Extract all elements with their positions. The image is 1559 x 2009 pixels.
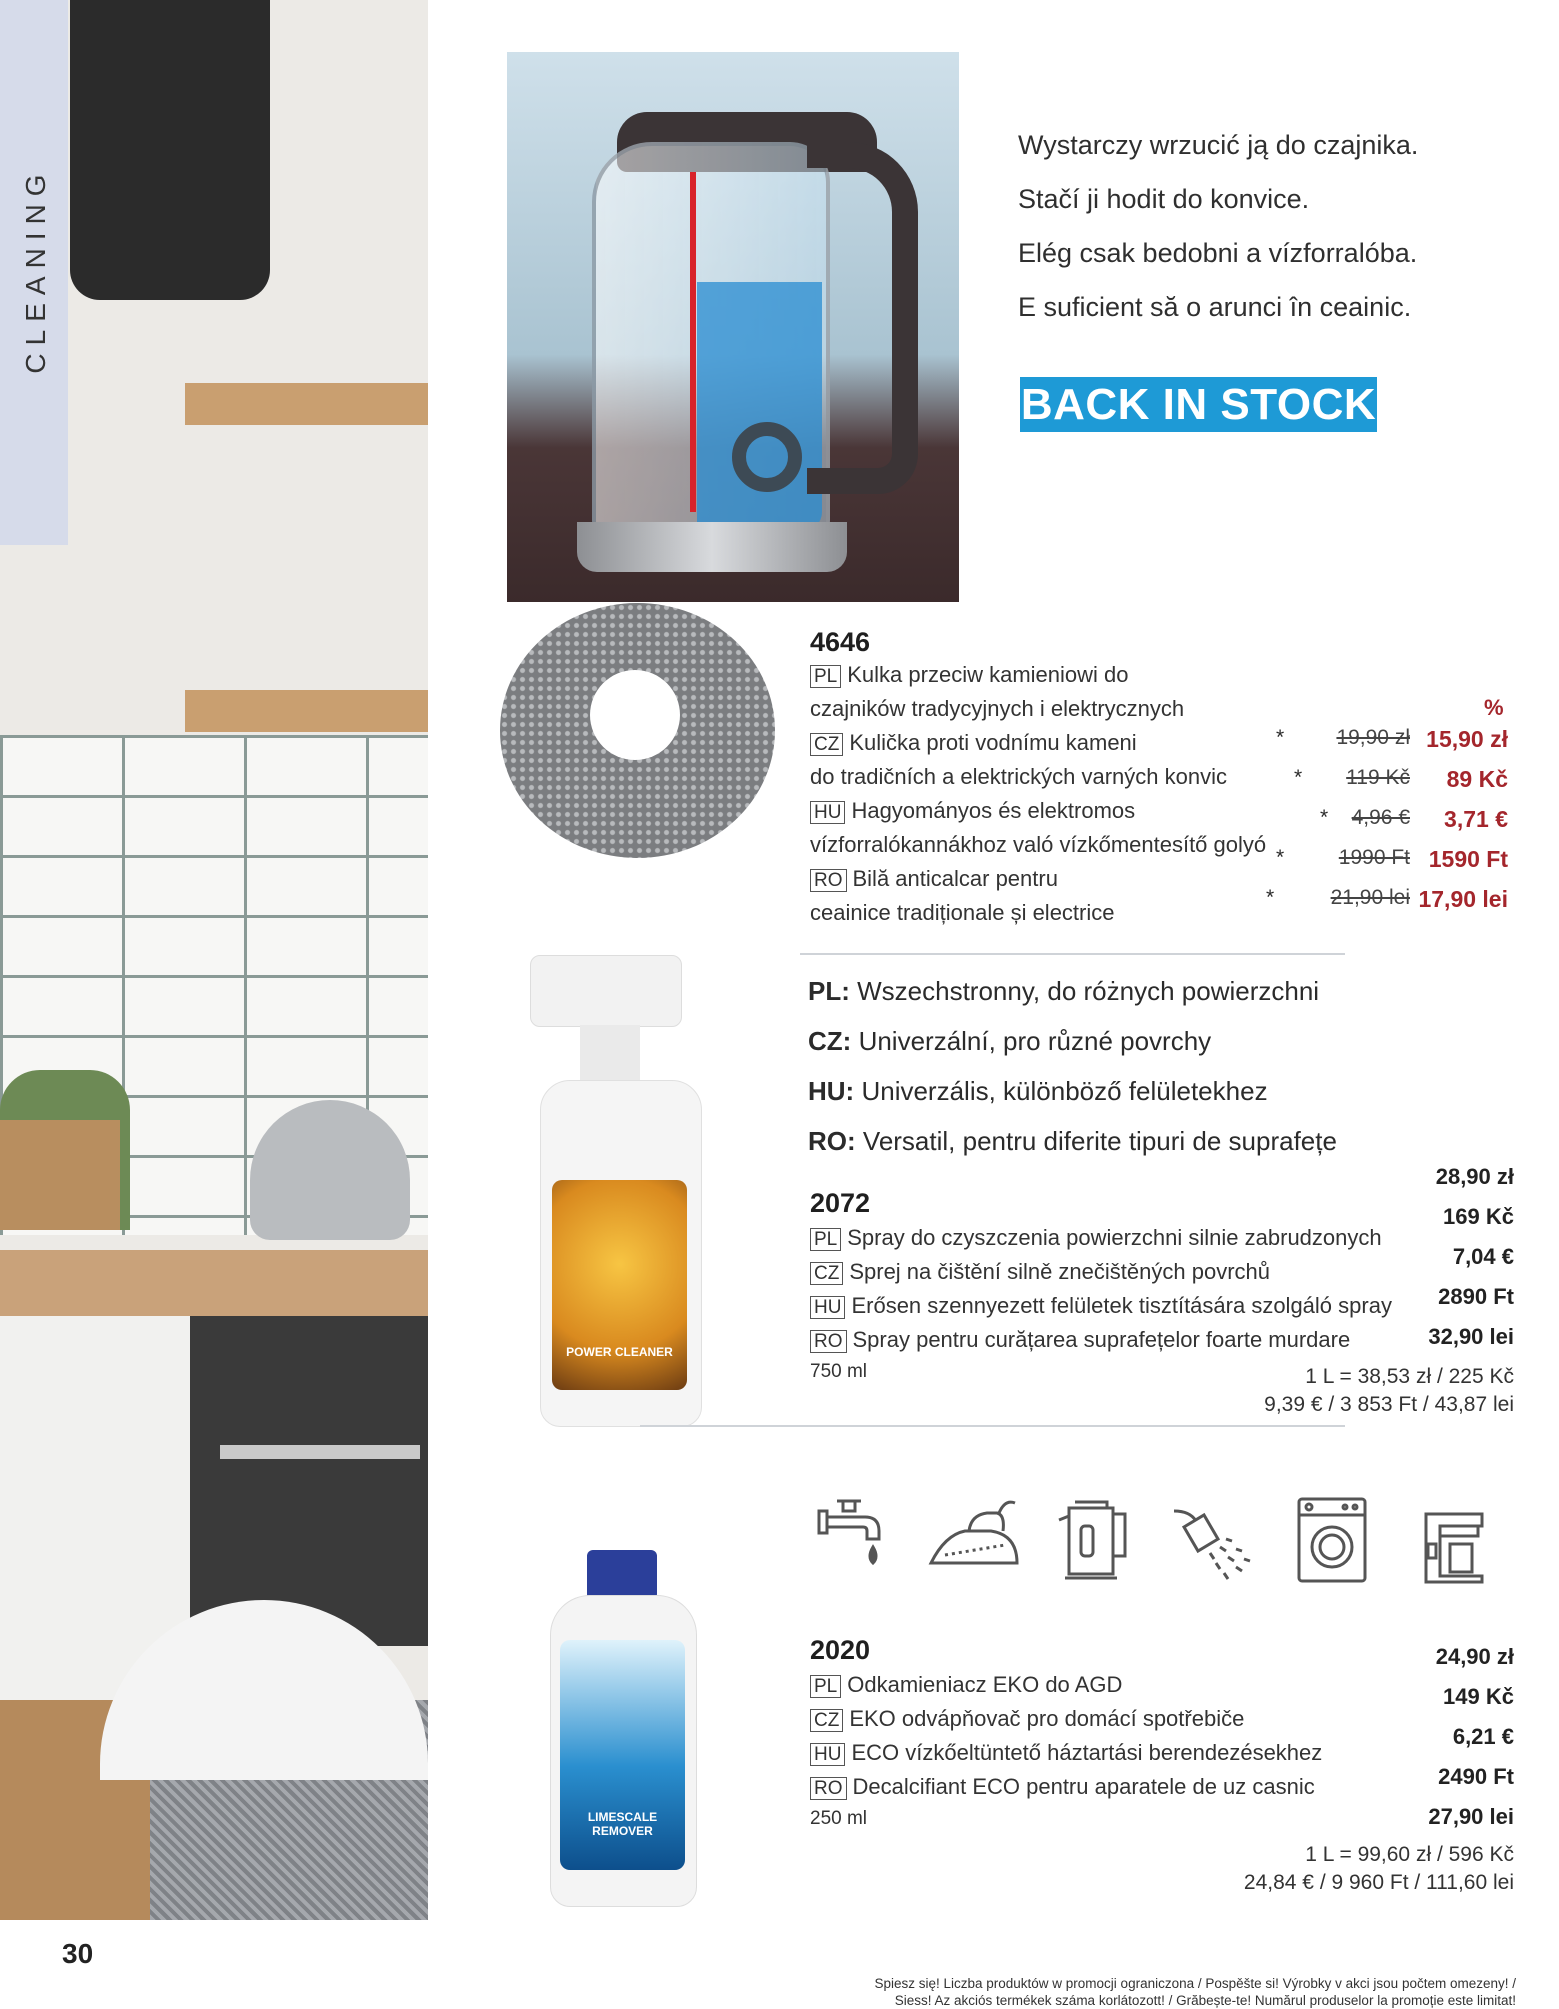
lang-badge: RO (810, 1777, 847, 1800)
sale-price: 3,71 € (1444, 806, 1508, 832)
old-price: 4,96 € (1351, 806, 1410, 829)
countertop (0, 1250, 428, 1316)
desc-text: Sprej na čištění silně znečištěných povrchů (849, 1259, 1270, 1284)
old-price: 19,90 zł (1336, 726, 1410, 749)
lang-label: RO: (808, 1126, 856, 1156)
lang-badge: CZ (810, 733, 843, 756)
desc-text: Odkamieniacz EKO do AGD (847, 1672, 1123, 1697)
sale-prices (1400, 726, 1508, 926)
intro-line: Wystarczy wrzucić ją do czajnika. (1018, 130, 1419, 160)
spray-neck (580, 1025, 640, 1085)
desc-text: Kulička proti vodnímu kameni (849, 730, 1137, 755)
plant-pot (0, 1120, 120, 1230)
lang-badge: CZ (810, 1709, 843, 1732)
old-price: 21,90 lei (1330, 886, 1410, 909)
page-number: 30 (62, 1938, 94, 1969)
product-description (810, 662, 1266, 934)
desc-line (810, 1293, 1392, 1327)
desc-line: czajników tradycyjnych i elektrycznych (810, 696, 1185, 721)
wooden-shelf (185, 383, 428, 425)
spray-intro-line (808, 976, 1337, 1026)
intro-line: Elég csak bedobni a vízforralóba. (1018, 238, 1418, 268)
unit-price: 1 L = 38,53 zł / 225 Kč (1305, 1365, 1514, 1388)
intro-line: Stačí ji hodit do konvice. (1018, 184, 1310, 214)
faucet-icon (815, 1495, 895, 1580)
price: 169 Kč (1443, 1204, 1514, 1229)
desc-line: do tradičních a elektrických varných konvic (810, 764, 1227, 789)
kettle-water (697, 282, 822, 532)
desc-line (810, 1706, 1322, 1740)
oven (190, 1316, 428, 1646)
asterisk: * (1276, 726, 1285, 749)
desc-text: Bilă anticalcar pentru (852, 866, 1058, 891)
lang-badge: CZ (810, 1262, 843, 1285)
product-description (810, 1225, 1392, 1383)
divider (640, 1425, 1345, 1427)
oven-handle (220, 1445, 420, 1459)
desc-text: EKO odvápňovač pro domácí spotřebiče (849, 1706, 1245, 1731)
bottle-cap (587, 1550, 657, 1600)
sale-price: 15,90 zł (1426, 726, 1508, 752)
unit-prices (1100, 1365, 1514, 1421)
kettle-divider-line (690, 172, 696, 512)
promo-footer (840, 1975, 1516, 2009)
wooden-shelf (185, 690, 428, 732)
old-price-row (1290, 766, 1410, 806)
spray-intro-text: Wszechstronny, do różnych powierzchni (857, 976, 1320, 1006)
spray-intro-text: Versatil, pentru diferite tipuri de suprafețe (862, 1126, 1337, 1156)
volume: 250 ml (810, 1808, 868, 1829)
price: 6,21 € (1452, 1724, 1514, 1749)
old-price-row (1276, 726, 1410, 766)
desc-text: Spray do czyszczenia powierzchni silnie zabrudzonych (847, 1225, 1382, 1250)
unit-price: 9,39 € / 3 853 Ft / 43,87 lei (1264, 1393, 1514, 1416)
desc-line (810, 798, 1266, 832)
asterisk: * (1266, 886, 1275, 909)
price: 28,90 zł (1435, 1164, 1514, 1189)
old-price-row (1276, 846, 1410, 886)
lang-label: PL: (808, 976, 850, 1006)
side-tab-label-wrap (0, 0, 68, 545)
lang-badge: HU (810, 1743, 845, 1766)
divider (800, 953, 1345, 955)
spray-intro (808, 976, 1337, 1176)
price: 7,04 € (1452, 1244, 1514, 1269)
price: 149 Kč (1443, 1684, 1514, 1709)
desc-text: Spray pentru curățarea suprafețelor foarte murdare (852, 1327, 1351, 1352)
intro-text (1018, 118, 1518, 334)
intro-line: E suficient să o arunci în ceainic. (1018, 292, 1412, 322)
desc-line (810, 1740, 1322, 1774)
spray-intro-text: Univerzální, pro různé povrchy (858, 1026, 1212, 1056)
desc-line (810, 1225, 1392, 1259)
asterisk: * (1276, 846, 1285, 869)
descaler-bottle-label-text: LIMESCALE REMOVER (587, 1810, 658, 1838)
desc-line (810, 730, 1266, 764)
kettle-photo (507, 52, 959, 602)
lang-badge: PL (810, 1228, 841, 1251)
discount-percent-icon: % (1484, 695, 1504, 720)
desc-text: Erősen szennyezett felületek tisztítására szolgáló spray (851, 1293, 1392, 1318)
product-code: 4646 (810, 627, 871, 657)
footer-line: Spiesz się! Liczba produktów w promocji ograniczona / Pospěšte si! Výrobky v akci jsou počtem omezeny! / (874, 1976, 1516, 1991)
product-description (810, 1672, 1322, 1830)
kettle-handle (807, 142, 918, 494)
mesh-ball-hole (590, 670, 680, 760)
lang-label: CZ: (808, 1026, 852, 1056)
desc-line (810, 1327, 1392, 1361)
desc-text: ECO vízkőeltüntető háztartási berendezésekhez (851, 1740, 1323, 1765)
kettle-icon (1055, 1492, 1135, 1582)
lang-badge: PL (810, 665, 841, 688)
lang-badge: HU (810, 1296, 845, 1319)
desc-line (810, 1774, 1322, 1808)
unit-price: 1 L = 99,60 zł / 596 Kč (1305, 1843, 1514, 1866)
product-code: 2072 (810, 1188, 871, 1218)
desc-line (810, 866, 1266, 900)
sale-price: 89 Kč (1446, 766, 1508, 792)
shower-icon (1170, 1505, 1255, 1585)
sale-price: 17,90 lei (1418, 886, 1508, 912)
price: 2490 Ft (1438, 1764, 1514, 1789)
lang-badge: HU (810, 801, 845, 824)
spray-intro-line (808, 1126, 1337, 1176)
kettle-base (577, 522, 847, 572)
price: 24,90 zł (1435, 1644, 1514, 1669)
desc-text: Kulka przeciw kamieniowi do (847, 662, 1129, 687)
asterisk: * (1294, 766, 1303, 789)
back-in-stock-badge: BACK IN STOCK (1020, 377, 1377, 432)
old-price-row (1290, 806, 1410, 846)
desc-text: Hagyományos és elektromos (851, 798, 1136, 823)
pendant-lamp (70, 0, 270, 300)
washing-machine-icon (1295, 1495, 1370, 1585)
price-list (1380, 1164, 1514, 1364)
product-code: 2020 (810, 1635, 871, 1665)
desc-line (810, 662, 1266, 696)
old-prices (1266, 726, 1410, 926)
lang-label: HU: (808, 1076, 855, 1106)
lang-badge: PL (810, 1675, 841, 1698)
price: 27,90 lei (1428, 1804, 1514, 1829)
spray-intro-text: Univerzális, különböző felületekhez (861, 1076, 1268, 1106)
price: 32,90 lei (1428, 1324, 1514, 1349)
volume: 750 ml (810, 1361, 868, 1382)
spray-intro-line (808, 1076, 1337, 1126)
old-price-row (1266, 886, 1410, 926)
old-price: 1990 Ft (1338, 846, 1410, 869)
iron-icon (925, 1495, 1025, 1570)
price-list (1380, 1644, 1514, 1844)
sale-price: 1590 Ft (1428, 846, 1508, 872)
lang-badge: RO (810, 1330, 847, 1353)
old-price: 119 Kč (1346, 766, 1410, 789)
lang-badge: RO (810, 869, 847, 892)
desc-line: ceainice tradiționale și electrice (810, 900, 1115, 925)
side-tab-label: CLEANING (20, 166, 51, 374)
unit-prices (1100, 1843, 1514, 1899)
price: 2890 Ft (1438, 1284, 1514, 1309)
spray-intro-line (808, 1026, 1337, 1076)
spray-bottle-label-text: POWER CLEANER (566, 1345, 673, 1359)
coffee-maker-icon (1420, 1510, 1490, 1585)
unit-price: 24,84 € / 9 960 Ft / 111,60 lei (1243, 1871, 1514, 1894)
desc-text: Decalcifiant ECO pentru aparatele de uz casnic (852, 1774, 1315, 1799)
desc-line: vízforralókannákhoz való vízkőmentesítő golyó (810, 832, 1267, 857)
footer-line: Siess! Az akciós termékek száma korlátozott! / Grăbește-te! Numărul produselor la promoție este limitat! (894, 1993, 1516, 2008)
desc-line (810, 1259, 1392, 1293)
mesh-ball-in-kettle (732, 422, 802, 492)
asterisk: * (1320, 806, 1329, 829)
desc-line (810, 1672, 1322, 1706)
spray-head (530, 955, 682, 1027)
